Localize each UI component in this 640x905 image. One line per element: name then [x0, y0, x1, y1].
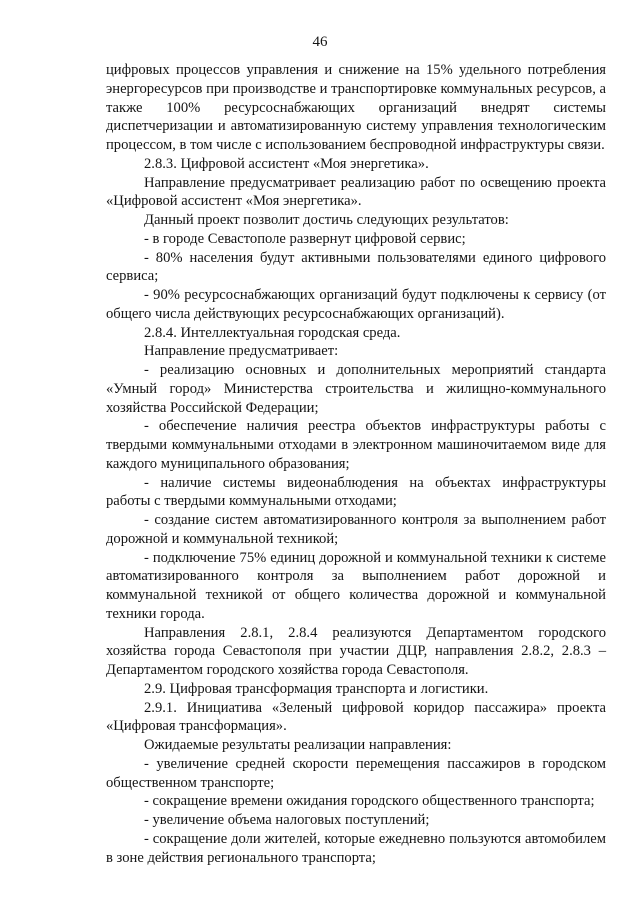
section-heading-2-9: 2.9. Цифровая трансформация транспорта и логистики. [144, 680, 489, 697]
paragraph: Данный проект позволит достичь следующих результатов: [144, 212, 509, 228]
list-item: - подключение 75% единиц дорожной и коммунальной техники к системе автоматизированного контроля за выполнением работ дорожной и коммунальной техникой от общего количества дорожной и коммунальной техники города. [106, 549, 606, 622]
section-heading-2-8-4: 2.8.4. Интеллектуальная городская среда. [144, 324, 401, 341]
section-heading-2-9-1: 2.9.1. Инициатива «Зеленый цифровой коридор пассажира» проекта «Цифровая трансформация». [106, 699, 606, 735]
list-item: - 90% ресурсоснабжающих организаций будут подключены к сервису (от общего числа действующих ресурсоснабжающих организаций). [106, 287, 606, 322]
list-item: - в городе Севастополе развернут цифровой сервис; [144, 230, 466, 247]
list-item: - реализацию основных и дополнительных мероприятий стандарта «Умный город» Министерства строительства и жилищно-коммунального хозяйства Российской Федерации; [106, 362, 606, 416]
list-item: - обеспечение наличия реестра объектов инфраструктуры работы с твердыми коммунальными отходами в электронном машиночитаемом виде для каждого муниципального образования; [106, 418, 606, 472]
paragraph: Направление предусматривает реализацию работ по освещению проекта «Цифровой ассистент «Моя энергетика». [106, 174, 606, 210]
section-heading-2-8-3: 2.8.3. Цифровой ассистент «Моя энергетика». [144, 155, 429, 172]
list-item: - увеличение средней скорости перемещения пассажиров в городском общественном транспорте; [106, 755, 606, 791]
paragraph: Направления 2.8.1, 2.8.4 реализуются Департаментом городского хозяйства города Севастополя при участии ДЦР, направления 2.8.2, 2.8.3 – Департаментом городского хозяйства города Севастополя. [106, 624, 606, 678]
list-item: - увеличение объема налоговых поступлений; [144, 812, 430, 828]
list-item: - сокращение времени ожидания городского общественного транспорта; [144, 793, 595, 810]
list-item: - создание систем автоматизированного контроля за выполнением работ дорожной и коммунальной техникой; [106, 512, 606, 547]
paragraph: Направление предусматривает: [144, 343, 339, 360]
paragraph: Ожидаемые результаты реализации направления: [144, 737, 452, 753]
paragraph-continuation: цифровых процессов управления и снижение на 15% удельного потребления энергоресурсов при производстве и транспортировке коммунальных ресурсов, а также 100% ресурсоснабжающих организаций внедрят системы диспетчеризации и автоматизированную систему управления технологическим процессом, в том числе с использованием беспроводной инфраструктуры связи. [106, 62, 606, 153]
document-body [106, 61, 606, 867]
list-item: - сокращение доли жителей, которые ежедневно пользуются автомобилем в зоне действия регионального транспорта; [106, 830, 606, 866]
list-item: - наличие системы видеонаблюдения на объектах инфраструктуры работы с твердыми коммунальными отходами; [106, 474, 606, 510]
list-item: - 80% населения будут активными пользователями единого цифрового сервиса; [106, 249, 606, 285]
page-number: 46 [312, 34, 328, 50]
